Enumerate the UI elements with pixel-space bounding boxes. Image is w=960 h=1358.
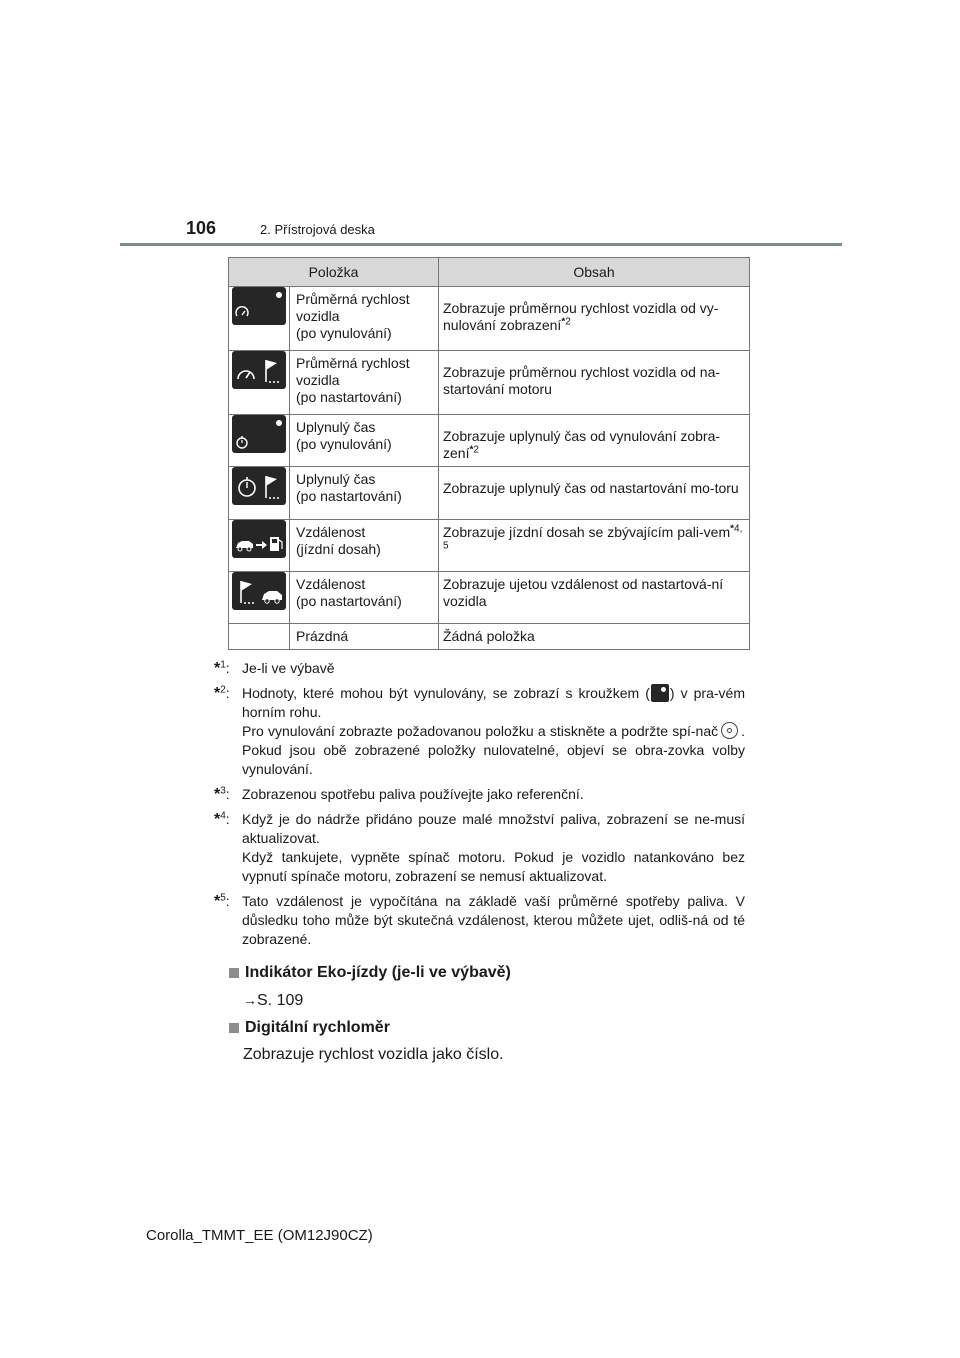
elapsed-time-start-icon (232, 467, 286, 505)
table-item-label: Průměrná rychlost (296, 355, 410, 371)
table-row (229, 624, 750, 650)
table-row: Průměrná rychlost vozidla (po vynulování) Zobrazuje průměrnou rychlost vozidla od vy-nulování zobrazení$^{*2}$ (229, 287, 750, 351)
table-item-label: Vzdálenost (296, 576, 366, 592)
table-item-label: (jízdní dosah) (296, 541, 381, 557)
header-rule (120, 243, 842, 246)
trip-info-table (228, 257, 750, 650)
column-header-item: Položka (229, 258, 439, 287)
footnote-ref: 2 (473, 444, 479, 456)
footnote-text: Když je do nádrže přidáno pouze malé množství paliva, zobrazení se ne-musí aktualizovat. (242, 811, 745, 846)
table-item-label: Průměrná rychlost (296, 291, 410, 307)
table-item-label: (po nastartování) (296, 593, 402, 609)
table-header-row (229, 258, 750, 287)
footnote-text: Tato vzdálenost je vypočítána na základě vaší průměrné spotřeby paliva. V důsledku toho může být skutečná vzdálenost, kterou můžete ujet, odliš-ná od té zobrazené. (242, 893, 745, 947)
footnote-text: Pro vynulování zobrazte požadovanou položku a stiskněte a podržte spí-nač (242, 723, 719, 739)
footnote-ref: 2 (565, 316, 571, 328)
table-item-label: vozidla (296, 372, 340, 388)
table-item-label: Vzdálenost (296, 524, 366, 540)
footer-model-code: Corolla_TMMT_EE (OM12J90CZ) (146, 1227, 373, 1244)
footnote-text: . Pokud jsou obě zobrazené položky nulovatelné, objeví se obra-zovka volby vynulování. (242, 723, 745, 777)
table-row (229, 467, 750, 520)
table-item-description: Žádná položka (443, 628, 535, 644)
digital-speedometer-heading: Digitální rychloměr (229, 1019, 390, 1037)
footnote-text: Zobrazenou spotřebu paliva používejte jako referenční. (242, 786, 584, 802)
elapsed-time-reset-icon (232, 415, 286, 453)
table-item-label: Uplynulý čas (296, 419, 376, 435)
column-header-content: Obsah (439, 258, 750, 287)
table-item-description: Zobrazuje uplynulý čas od nastartování mo-toru (443, 480, 739, 496)
footnote: *$^1$: Je-li ve výbavě (214, 659, 745, 678)
square-bullet-icon (229, 968, 239, 978)
table-item-label: (po vynulování) (296, 436, 392, 452)
table-item-label: (po nastartování) (296, 488, 402, 504)
table-item-description: Zobrazuje průměrnou rychlost vozidla od vy-nulování zobrazení (443, 300, 719, 333)
table-item-description: Zobrazuje uplynulý čas od vynulování zobra-zení (443, 428, 721, 461)
table-item-description: Zobrazuje průměrnou rychlost vozidla od na-startování motoru (443, 364, 721, 397)
table-row (229, 351, 750, 415)
average-speed-start-icon (232, 351, 286, 389)
footnote: *$^3$: Zobrazenou spotřebu paliva používejte jako referenční. (214, 785, 745, 804)
footnote-ref: 4, 5 (443, 523, 743, 552)
page-number: 106 (186, 218, 217, 238)
average-speed-reset-icon (232, 287, 286, 325)
footnote-text: Je-li ve výbavě (242, 660, 335, 676)
eco-indicator-heading: Indikátor Eko-jízdy (je-li ve výbavě) (229, 964, 511, 982)
reset-dot-icon (651, 684, 669, 702)
table-row (229, 572, 750, 624)
table-item-label: (po vynulování) (296, 325, 392, 341)
table-item-description: Zobrazuje jízdní dosah se zbývajícím pali-vem (443, 524, 731, 540)
arrow-right-icon: → (243, 992, 257, 1008)
footnotes (214, 659, 745, 955)
section-title: 2. Přístrojová deska (260, 222, 375, 237)
table-row: Uplynulý čas (po vynulování) Zobrazuje uplynulý čas od vynulování zobra-zení$^{*2}$ (229, 415, 750, 467)
distance-start-icon (232, 572, 286, 610)
digital-speedometer-text: Zobrazuje rychlost vozidla jako číslo. (243, 1046, 504, 1063)
table-item-label: Uplynulý čas (296, 471, 376, 487)
table-item-label: vozidla (296, 308, 340, 324)
footnote-text: Když tankujete, vypněte spínač motoru. Pokud je vozidlo natankováno bez vypnutí spínače motoru, zobrazení se nemusí aktualizovat. (242, 849, 745, 884)
table-item-label: Prázdná (296, 628, 349, 644)
driving-range-icon (232, 520, 286, 558)
square-bullet-icon (229, 1023, 239, 1033)
footnote: *$^2$: Hodnoty, které mohou být vynulovány, se zobrazí s kroužkem ( ) v pra-vém horním rohu. Pro vynulování zobrazte požadovanou položku a stiskněte a podržte spí-nač . Pokud jsou obě zobrazené položky nulovatelné, objeví se obra-zovka volby vynulování. (214, 684, 745, 777)
footnote: *$^5$: Tato vzdálenost je vypočítána na základě vaší průměrné spotřeby paliva. V důsledku toho může být skutečná vzdálenost, kterou můžete ujet, odliš-ná od té zobrazené. (214, 892, 745, 947)
table-item-description: Zobrazuje ujetou vzdálenost od nastartová-ní vozidla (443, 576, 724, 609)
table-item-label: (po nastartování) (296, 389, 402, 405)
footnote-text: Hodnoty, které mohou být vynulovány, se zobrazí s kroužkem ( (242, 685, 650, 701)
switch-button-icon (721, 722, 738, 739)
footnote-text: ) v pra-vém horním rohu. (242, 685, 745, 720)
eco-indicator-reference[interactable]: →S. 109 (243, 992, 304, 1009)
table-row: Vzdálenost (jízdní dosah) Zobrazuje jízdní dosah se zbývajícím pali-vem$^{*4, 5}$ (229, 520, 750, 572)
footnote: *$^4$: Když je do nádrže přidáno pouze malé množství paliva, zobrazení se ne-musí aktualizovat. Když tankujete, vypněte spínač motoru. Pokud je vozidlo natankováno bez vypnutí spínače motoru, zobrazení se nemusí aktualizovat. (214, 810, 745, 884)
